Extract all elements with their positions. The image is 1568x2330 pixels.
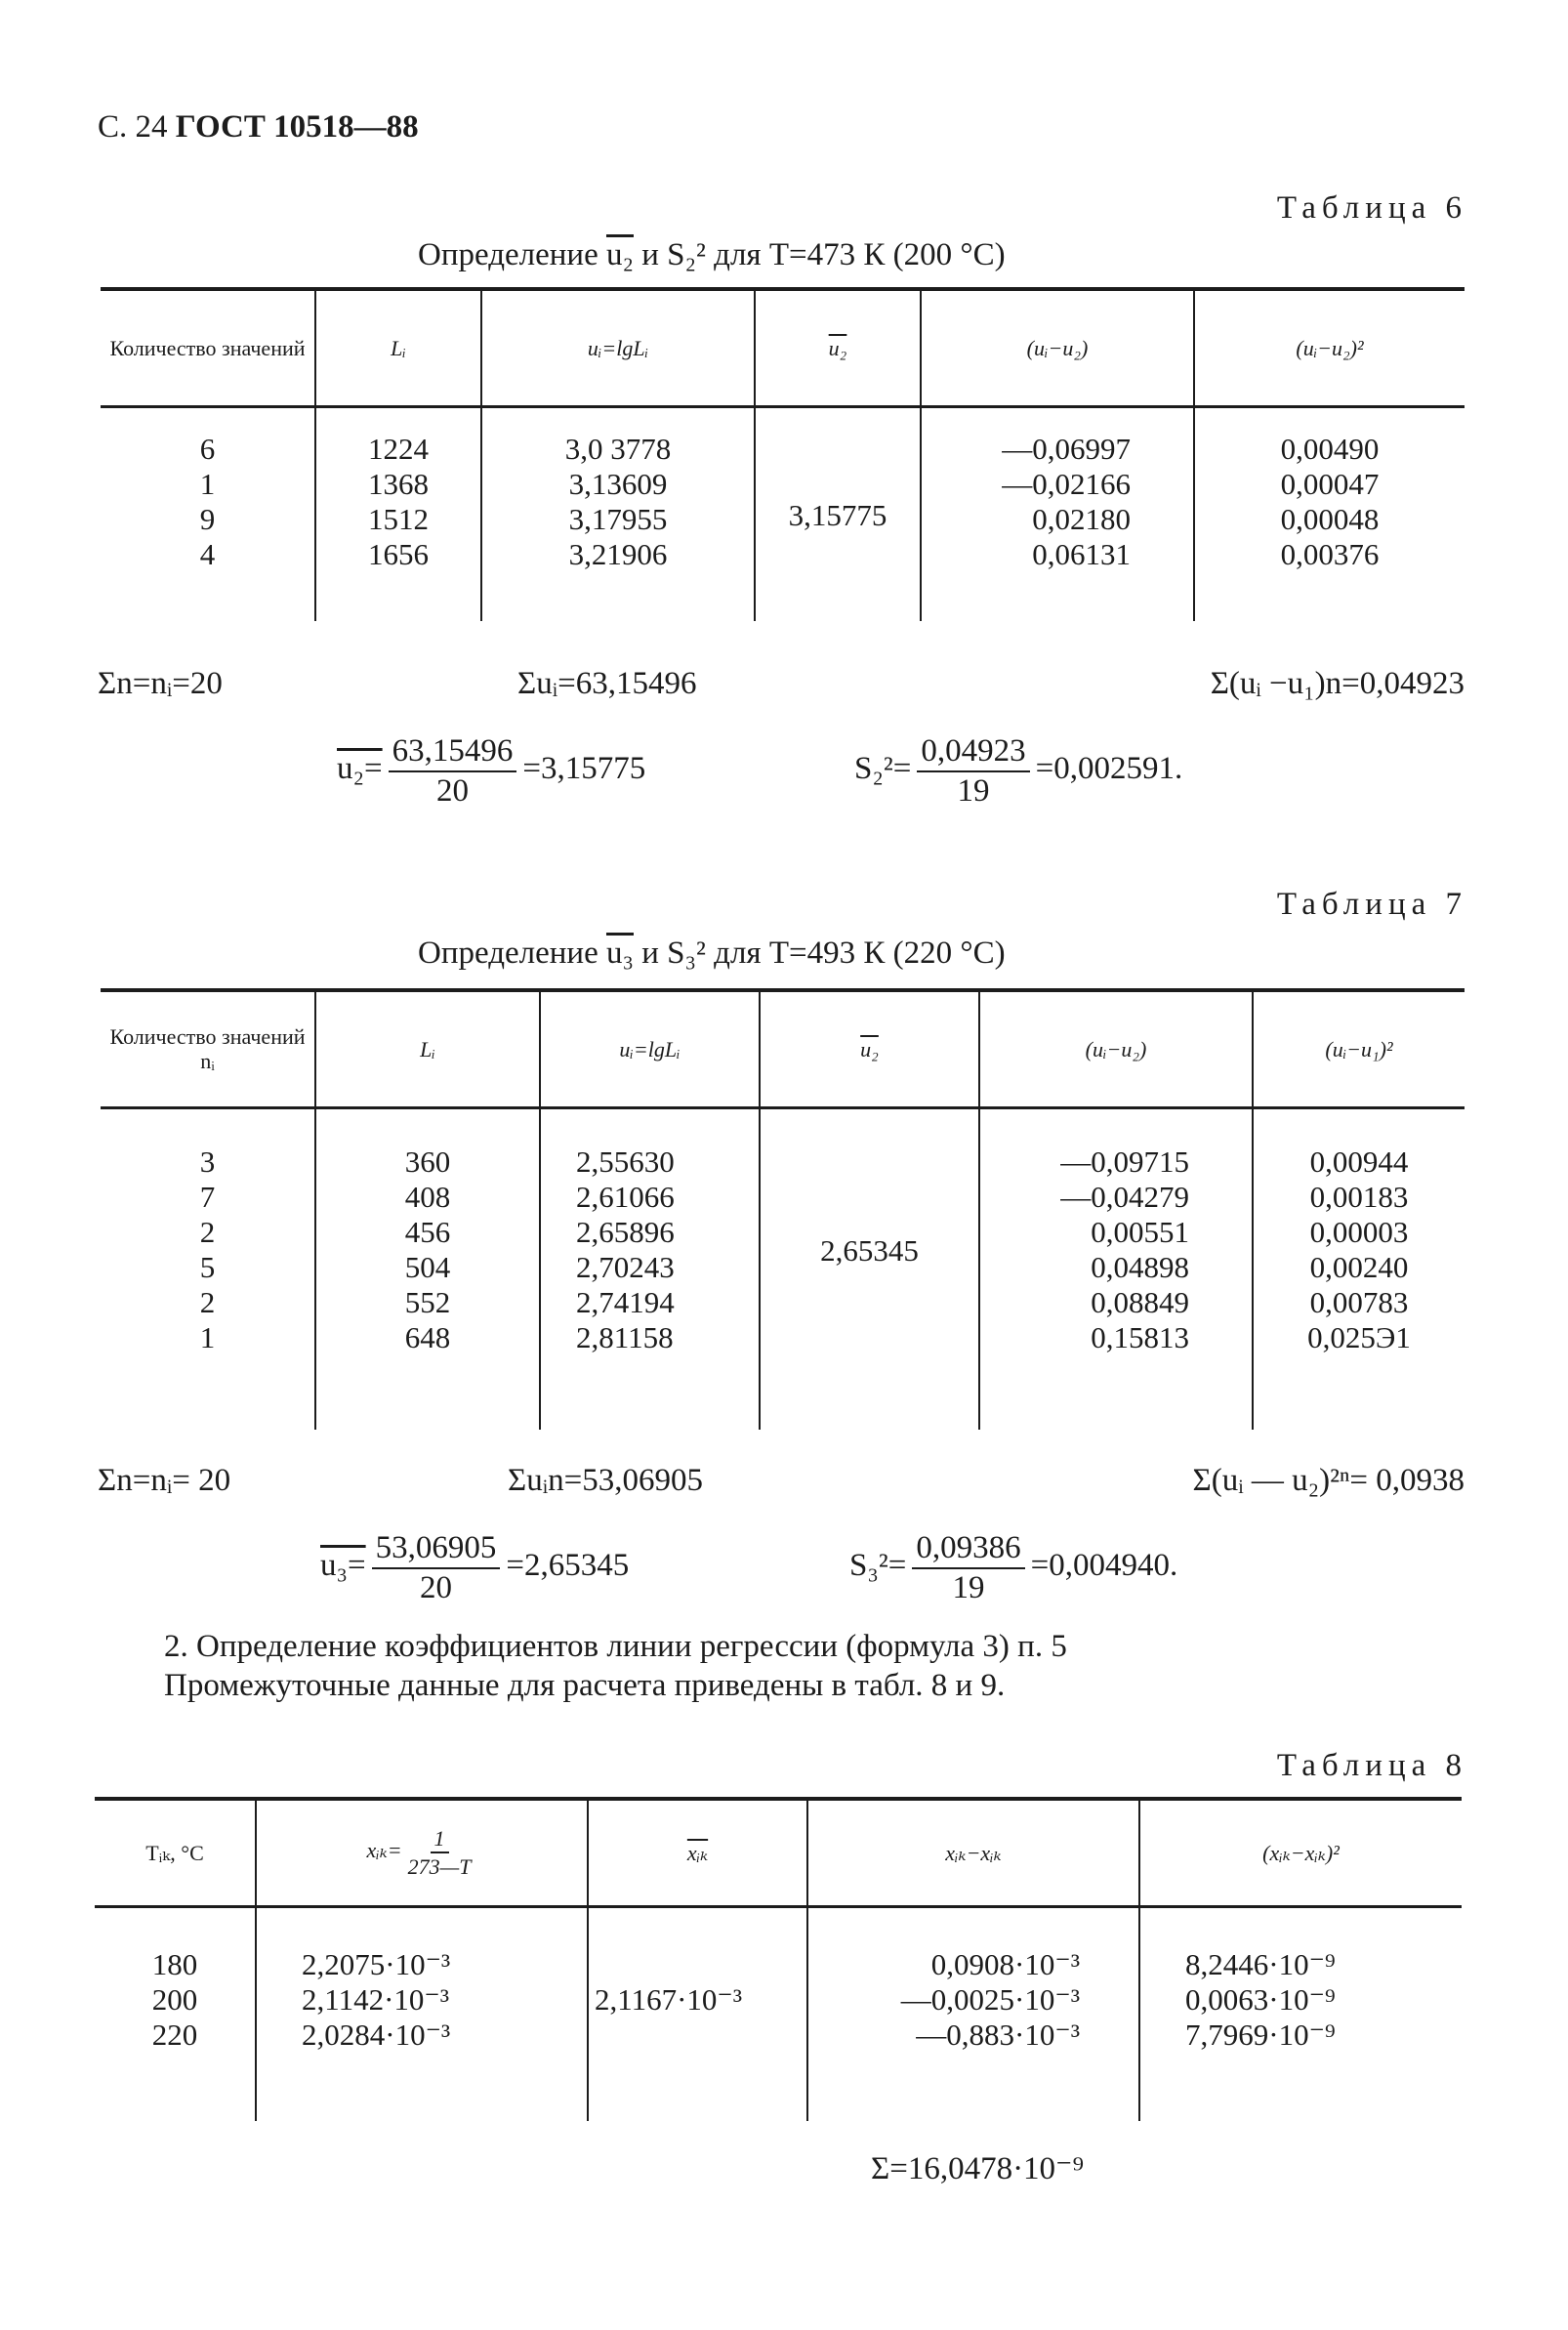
t8-col-diff	[807, 1906, 1139, 2121]
t8-header-x-fraction	[408, 1827, 472, 1878]
table7-caption	[418, 936, 1006, 972]
paragraph-2	[164, 1627, 1067, 1705]
t7-L-6: 648	[404, 1319, 451, 1354]
t6-diff-3: 0,02180	[1032, 501, 1131, 536]
t7-diff-5: 0,08849	[1091, 1284, 1189, 1319]
t6-formula-mean-lhs: u₂=	[337, 751, 383, 787]
caption-mean-symbol: u₃	[605, 936, 634, 971]
t6-formula-mean	[337, 734, 645, 808]
t7-formula-mean	[320, 1531, 629, 1604]
t8-T-3: 220	[151, 2017, 198, 2052]
t7-formula-mean-lhs: u₃=	[320, 1548, 366, 1584]
t6-sq-2: 0,00047	[1280, 466, 1380, 501]
t7-count-2: 7	[199, 1179, 216, 1214]
document-code: ГОСТ 10518—88	[175, 109, 419, 145]
t6-sum-n: Σn=nᵢ=20	[98, 666, 223, 701]
t6-header-sq: (uᵢ−u₂)²	[1194, 289, 1465, 406]
t6-L-3: 1512	[368, 501, 429, 536]
t8-header-x	[256, 1799, 588, 1906]
table6-caption	[418, 237, 1006, 273]
t8-xbar-value: 2,1167·10⁻³	[595, 1981, 743, 2017]
paragraph-2-line-1: 2. Определение коэффициентов линии регрессии (формула 3) п. 5	[164, 1629, 1067, 1664]
t8-diff-2: —0,0025·10⁻³	[900, 1981, 1080, 2017]
t7-L-5: 552	[404, 1284, 451, 1319]
t8-col-sq	[1139, 1906, 1462, 2121]
t8-header-diff: xᵢₖ−xᵢₖ	[807, 1799, 1139, 1906]
t8-T-2: 200	[151, 1981, 198, 2017]
t7-header-u: uᵢ=lgLᵢ	[540, 990, 760, 1107]
caption-text-rest: и S₂² для T=473 К (200 °С)	[634, 237, 1006, 272]
t6-formula-variance-lhs: S₂²=	[854, 751, 912, 787]
t7-count-6: 1	[199, 1319, 216, 1354]
t7-u-1: 2,55630	[576, 1144, 675, 1179]
t7-diff-1: —0,09715	[1060, 1144, 1189, 1179]
t7-formula-variance-denominator: 19	[952, 1569, 985, 1605]
t8-T-1: 180	[151, 1946, 198, 1981]
t7-diff-3: 0,00551	[1091, 1214, 1189, 1249]
t7-sq-6: 0,025Э1	[1307, 1319, 1411, 1354]
t7-formula-mean-fraction	[372, 1531, 501, 1604]
t7-sq-2: 0,00183	[1309, 1179, 1409, 1214]
table7	[101, 988, 1465, 1430]
t6-formula-variance-numerator: 0,04923	[917, 734, 1029, 772]
t6-formula-mean-result: =3,15775	[522, 751, 646, 787]
t7-count-1: 3	[199, 1144, 216, 1179]
t6-formula-variance-fraction	[917, 734, 1029, 808]
t6-header-diff: (uᵢ−u₂)	[921, 289, 1194, 406]
t6-header-count: Количество значений	[101, 289, 315, 406]
t6-count-1: 6	[199, 431, 216, 466]
t7-sum-sq: Σ(uᵢ — u₂)²ⁿ= 0,0938	[1192, 1463, 1465, 1498]
t7-header-ubar	[760, 990, 979, 1107]
t8-x-3: 2,0284·10⁻³	[302, 2017, 451, 2052]
t7-header-L: Lᵢ	[315, 990, 540, 1107]
t6-col-count	[101, 406, 315, 621]
table6	[101, 287, 1465, 621]
t7-sq-1: 0,00944	[1309, 1144, 1409, 1179]
t8-col-x	[256, 1906, 588, 2121]
t7-L-3: 456	[404, 1214, 451, 1249]
t7-formula-variance-numerator: 0,09386	[912, 1531, 1024, 1569]
t8-diff-3: —0,883·10⁻³	[916, 2017, 1080, 2052]
t6-header-ubar-text: u₂	[828, 335, 847, 360]
t7-L-2: 408	[404, 1179, 451, 1214]
t6-header-ubar	[755, 289, 921, 406]
t7-formula-mean-denominator: 20	[420, 1569, 452, 1605]
t6-formula-variance-denominator: 19	[957, 772, 990, 809]
t8-x-1: 2,2075·10⁻³	[302, 1946, 451, 1981]
t7-col-count	[101, 1107, 315, 1430]
t8-sq-1: 8,2446·10⁻⁹	[1185, 1946, 1336, 1981]
t7-col-u	[540, 1107, 760, 1430]
t6-u-2: 3,13609	[568, 466, 668, 501]
t7-formula-variance-fraction	[912, 1531, 1024, 1604]
t6-formula-variance-result: =0,002591.	[1035, 751, 1183, 787]
table8	[95, 1797, 1462, 2121]
t7-sum-u: Σuᵢn=53,06905	[508, 1463, 703, 1498]
t8-diff-1: 0,0908·10⁻³	[930, 1946, 1080, 1981]
t6-count-3: 9	[199, 501, 216, 536]
table6-label: Таблица 6	[1276, 190, 1467, 226]
t7-col-diff	[979, 1107, 1253, 1430]
t6-header-L: Lᵢ	[315, 289, 481, 406]
t6-col-ubar	[755, 406, 921, 621]
t7-diff-2: —0,04279	[1060, 1179, 1189, 1214]
t7-header-sq: (uᵢ−u₁)²	[1253, 990, 1465, 1107]
t8-header-xbar	[588, 1799, 807, 1906]
t6-sq-3: 0,00048	[1280, 501, 1380, 536]
t7-u-2: 2,61066	[576, 1179, 675, 1214]
t6-L-2: 1368	[368, 466, 429, 501]
t7-sq-5: 0,00783	[1309, 1284, 1409, 1319]
t7-col-ubar	[760, 1107, 979, 1430]
t6-L-4: 1656	[368, 536, 429, 571]
t8-header-T: Tᵢₖ, °С	[95, 1799, 256, 1906]
t6-formula-mean-numerator: 63,15496	[389, 734, 517, 772]
t6-formula-mean-denominator: 20	[436, 772, 469, 809]
t7-formula-variance	[849, 1531, 1177, 1604]
t7-diff-4: 0,04898	[1091, 1249, 1189, 1284]
t6-col-u	[481, 406, 755, 621]
t8-header-x-numerator: 1	[431, 1827, 449, 1853]
t6-diff-2: —0,02166	[1002, 466, 1131, 501]
t7-header-count: Количество значений nᵢ	[101, 990, 315, 1107]
caption-text-rest: и S₃² для T=493 К (220 °С)	[634, 936, 1006, 971]
t8-header-x-denominator: 273—T	[407, 1854, 472, 1880]
table7-label: Таблица 7	[1276, 887, 1467, 922]
t7-col-sq	[1253, 1107, 1465, 1430]
t7-L-1: 360	[404, 1144, 451, 1179]
page-number: С. 24	[98, 109, 168, 145]
t6-sq-4: 0,00376	[1280, 536, 1380, 571]
caption-text: Определение	[418, 936, 606, 971]
t6-sum-u: Σuᵢ=63,15496	[517, 666, 697, 701]
t6-col-sq	[1194, 406, 1465, 621]
t7-sq-3: 0,00003	[1309, 1214, 1409, 1249]
t7-count-5: 2	[199, 1284, 216, 1319]
t6-formula-mean-fraction	[389, 734, 517, 808]
t7-formula-mean-numerator: 53,06905	[372, 1531, 501, 1569]
t6-sum-sq: Σ(uᵢ −u₁)n=0,04923	[1210, 666, 1465, 701]
t7-ubar-value: 2,65345	[820, 1232, 919, 1268]
page-header	[98, 109, 419, 146]
t6-u-4: 3,21906	[568, 536, 668, 571]
t8-sq-2: 0,0063·10⁻⁹	[1185, 1981, 1336, 2017]
t6-header-u: uᵢ=lgLᵢ	[481, 289, 755, 406]
t8-sq-3: 7,7969·10⁻⁹	[1185, 2017, 1336, 2052]
t7-formula-variance-lhs: S₃²=	[849, 1548, 907, 1584]
t8-col-T	[95, 1906, 256, 2121]
t7-header-diff: (uᵢ−u₂)	[979, 990, 1253, 1107]
t6-sq-1: 0,00490	[1280, 431, 1380, 466]
t7-col-L	[315, 1107, 540, 1430]
paragraph-2-line-2: Промежуточные данные для расчета приведены в табл. 8 и 9.	[164, 1668, 1006, 1703]
t8-x-2: 2,1142·10⁻³	[302, 1981, 450, 2017]
t7-diff-6: 0,15813	[1091, 1319, 1189, 1354]
caption-mean-symbol: u₂	[605, 237, 634, 272]
t7-formula-variance-result: =0,004940.	[1030, 1548, 1178, 1584]
t6-col-diff	[921, 406, 1194, 621]
t8-col-xbar	[588, 1906, 807, 2121]
t7-header-ubar-text: u₂	[860, 1036, 879, 1061]
t6-col-L	[315, 406, 481, 621]
t6-count-4: 4	[199, 536, 216, 571]
t7-count-3: 2	[199, 1214, 216, 1249]
t6-ubar-value: 3,15775	[788, 497, 887, 532]
table8-label: Таблица 8	[1276, 1748, 1467, 1783]
t7-L-4: 504	[404, 1249, 451, 1284]
t7-formula-mean-result: =2,65345	[506, 1548, 630, 1584]
t6-u-1: 3,0 3778	[564, 431, 672, 466]
t7-count-4: 5	[199, 1249, 216, 1284]
t8-sum: Σ=16,0478·10⁻⁹	[871, 2151, 1084, 2186]
t6-diff-4: 0,06131	[1032, 536, 1131, 571]
t6-u-3: 3,17955	[568, 501, 668, 536]
t7-u-3: 2,65896	[576, 1214, 675, 1249]
t7-sum-n: Σn=nᵢ= 20	[98, 1463, 231, 1498]
t7-sq-4: 0,00240	[1309, 1249, 1409, 1284]
t8-header-sq: (xᵢₖ−xᵢₖ)²	[1139, 1799, 1462, 1906]
t7-u-6: 2,81158	[576, 1319, 674, 1354]
t7-u-5: 2,74194	[576, 1284, 675, 1319]
t8-header-xbar-text: $\overline{xᵢ_k}$	[686, 1840, 709, 1865]
t6-count-2: 1	[199, 466, 216, 501]
t6-diff-1: —0,06997	[1002, 431, 1131, 466]
caption-text: Определение	[418, 237, 606, 272]
t6-formula-variance	[854, 734, 1182, 808]
t7-u-4: 2,70243	[576, 1249, 675, 1284]
t8-header-x-lhs: xᵢₖ=	[366, 1838, 402, 1863]
t6-L-1: 1224	[368, 431, 429, 466]
